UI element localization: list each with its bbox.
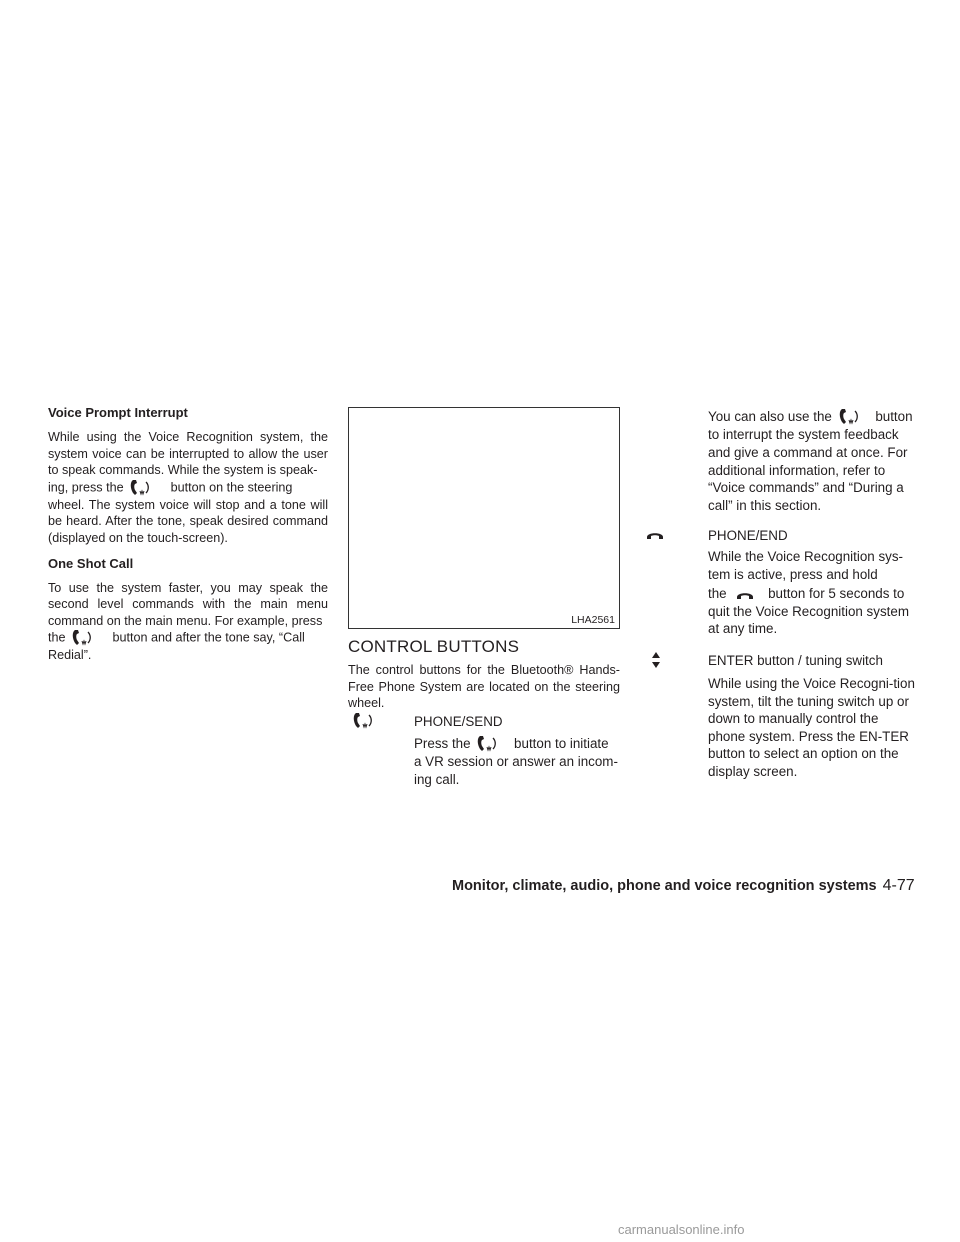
phone-send-line-2: a VR session or answer an incom- (414, 754, 618, 770)
voice-prompt-line (48, 479, 328, 497)
os-text-after-icon: button and after the tone say, “Call (112, 630, 305, 645)
one-shot-text-3: Redial”. (48, 648, 92, 663)
phone-end-text-b: the (708, 586, 727, 602)
phone-end-icon (736, 590, 754, 600)
control-buttons-title: CONTROL BUTTONS (348, 637, 520, 656)
left-column (48, 405, 328, 673)
phone-send-icon (476, 735, 498, 753)
phone-send-icon (352, 712, 374, 730)
also-use-line-1 (708, 408, 916, 426)
watermark: carmanualsonline.info (618, 1222, 745, 1237)
voice-prompt-text-1: While using the Voice Recognition system, the system voice can be interrupted to allow the user to speak commands. While the system is speak- (48, 430, 328, 478)
also-use-block (708, 408, 916, 514)
phone-send-icon (838, 408, 860, 426)
phone-send-icon (129, 479, 151, 497)
voice-prompt-heading: Voice Prompt Interrupt (48, 405, 188, 420)
illustration-frame (348, 407, 620, 629)
one-shot-line (48, 629, 328, 647)
phone-end-icon (646, 530, 664, 540)
phone-send-icon (71, 629, 93, 647)
phone-end-title: PHONE/END (708, 528, 788, 543)
control-intro: The control buttons for the Bluetooth® Hands-Free Phone System are located on the steering wheel. (348, 663, 620, 711)
phone-end-text-c: button for 5 seconds to (768, 586, 905, 602)
phone-end-text-d: quit the Voice Recognition system at any time. (708, 603, 909, 637)
phone-send-line-1 (414, 735, 624, 753)
phone-send-description (414, 735, 624, 789)
phone-end-text-a: While the Voice Recognition sys-tem is active, press and hold (708, 549, 904, 582)
voice-prompt-text-3: wheel. The system voice will stop and a tone will be heard. After the tone, speak desired command (displayed on the touch-screen). (48, 497, 328, 545)
vp-text-before-icon: ing, press the (48, 480, 124, 495)
enter-description: While using the Voice Recogni-tion system, tilt the tuning switch up or down to manually control the phone system. Press the EN-TER button to select an option on the display screen. (708, 676, 915, 779)
up-down-arrow-icon (651, 651, 661, 669)
page-number: 4-77 (882, 877, 915, 894)
phone-send-text-b: button to initiate (514, 736, 609, 751)
one-shot-heading: One Shot Call (48, 555, 134, 571)
also-use-text-b: button (875, 409, 913, 424)
one-shot-text-1: To use the system faster, you may speak the second level commands with the main menu command on the main menu. For example, press (48, 580, 328, 628)
phone-end-description (708, 548, 916, 638)
phone-end-line (708, 585, 916, 603)
phone-send-text-a: Press the (414, 736, 471, 751)
footer-section-title: Monitor, climate, audio, phone and voice recognition systems (452, 878, 877, 894)
enter-title: ENTER button / tuning switch (708, 653, 883, 668)
figure-label: LHA2561 (571, 614, 615, 626)
page-footer (452, 877, 915, 895)
also-use-text-c: to interrupt the system feedback and give a command at once. For additional information, refer to “Voice commands” and “During a call” in this section. (708, 427, 908, 513)
also-use-text-a: You can also use the (708, 409, 832, 424)
phone-send-line-3: ing call. (414, 772, 460, 788)
os-text-before-icon: the (48, 630, 66, 645)
vp-text-after-icon: button on the steering (170, 480, 293, 495)
phone-send-title: PHONE/SEND (414, 714, 503, 729)
